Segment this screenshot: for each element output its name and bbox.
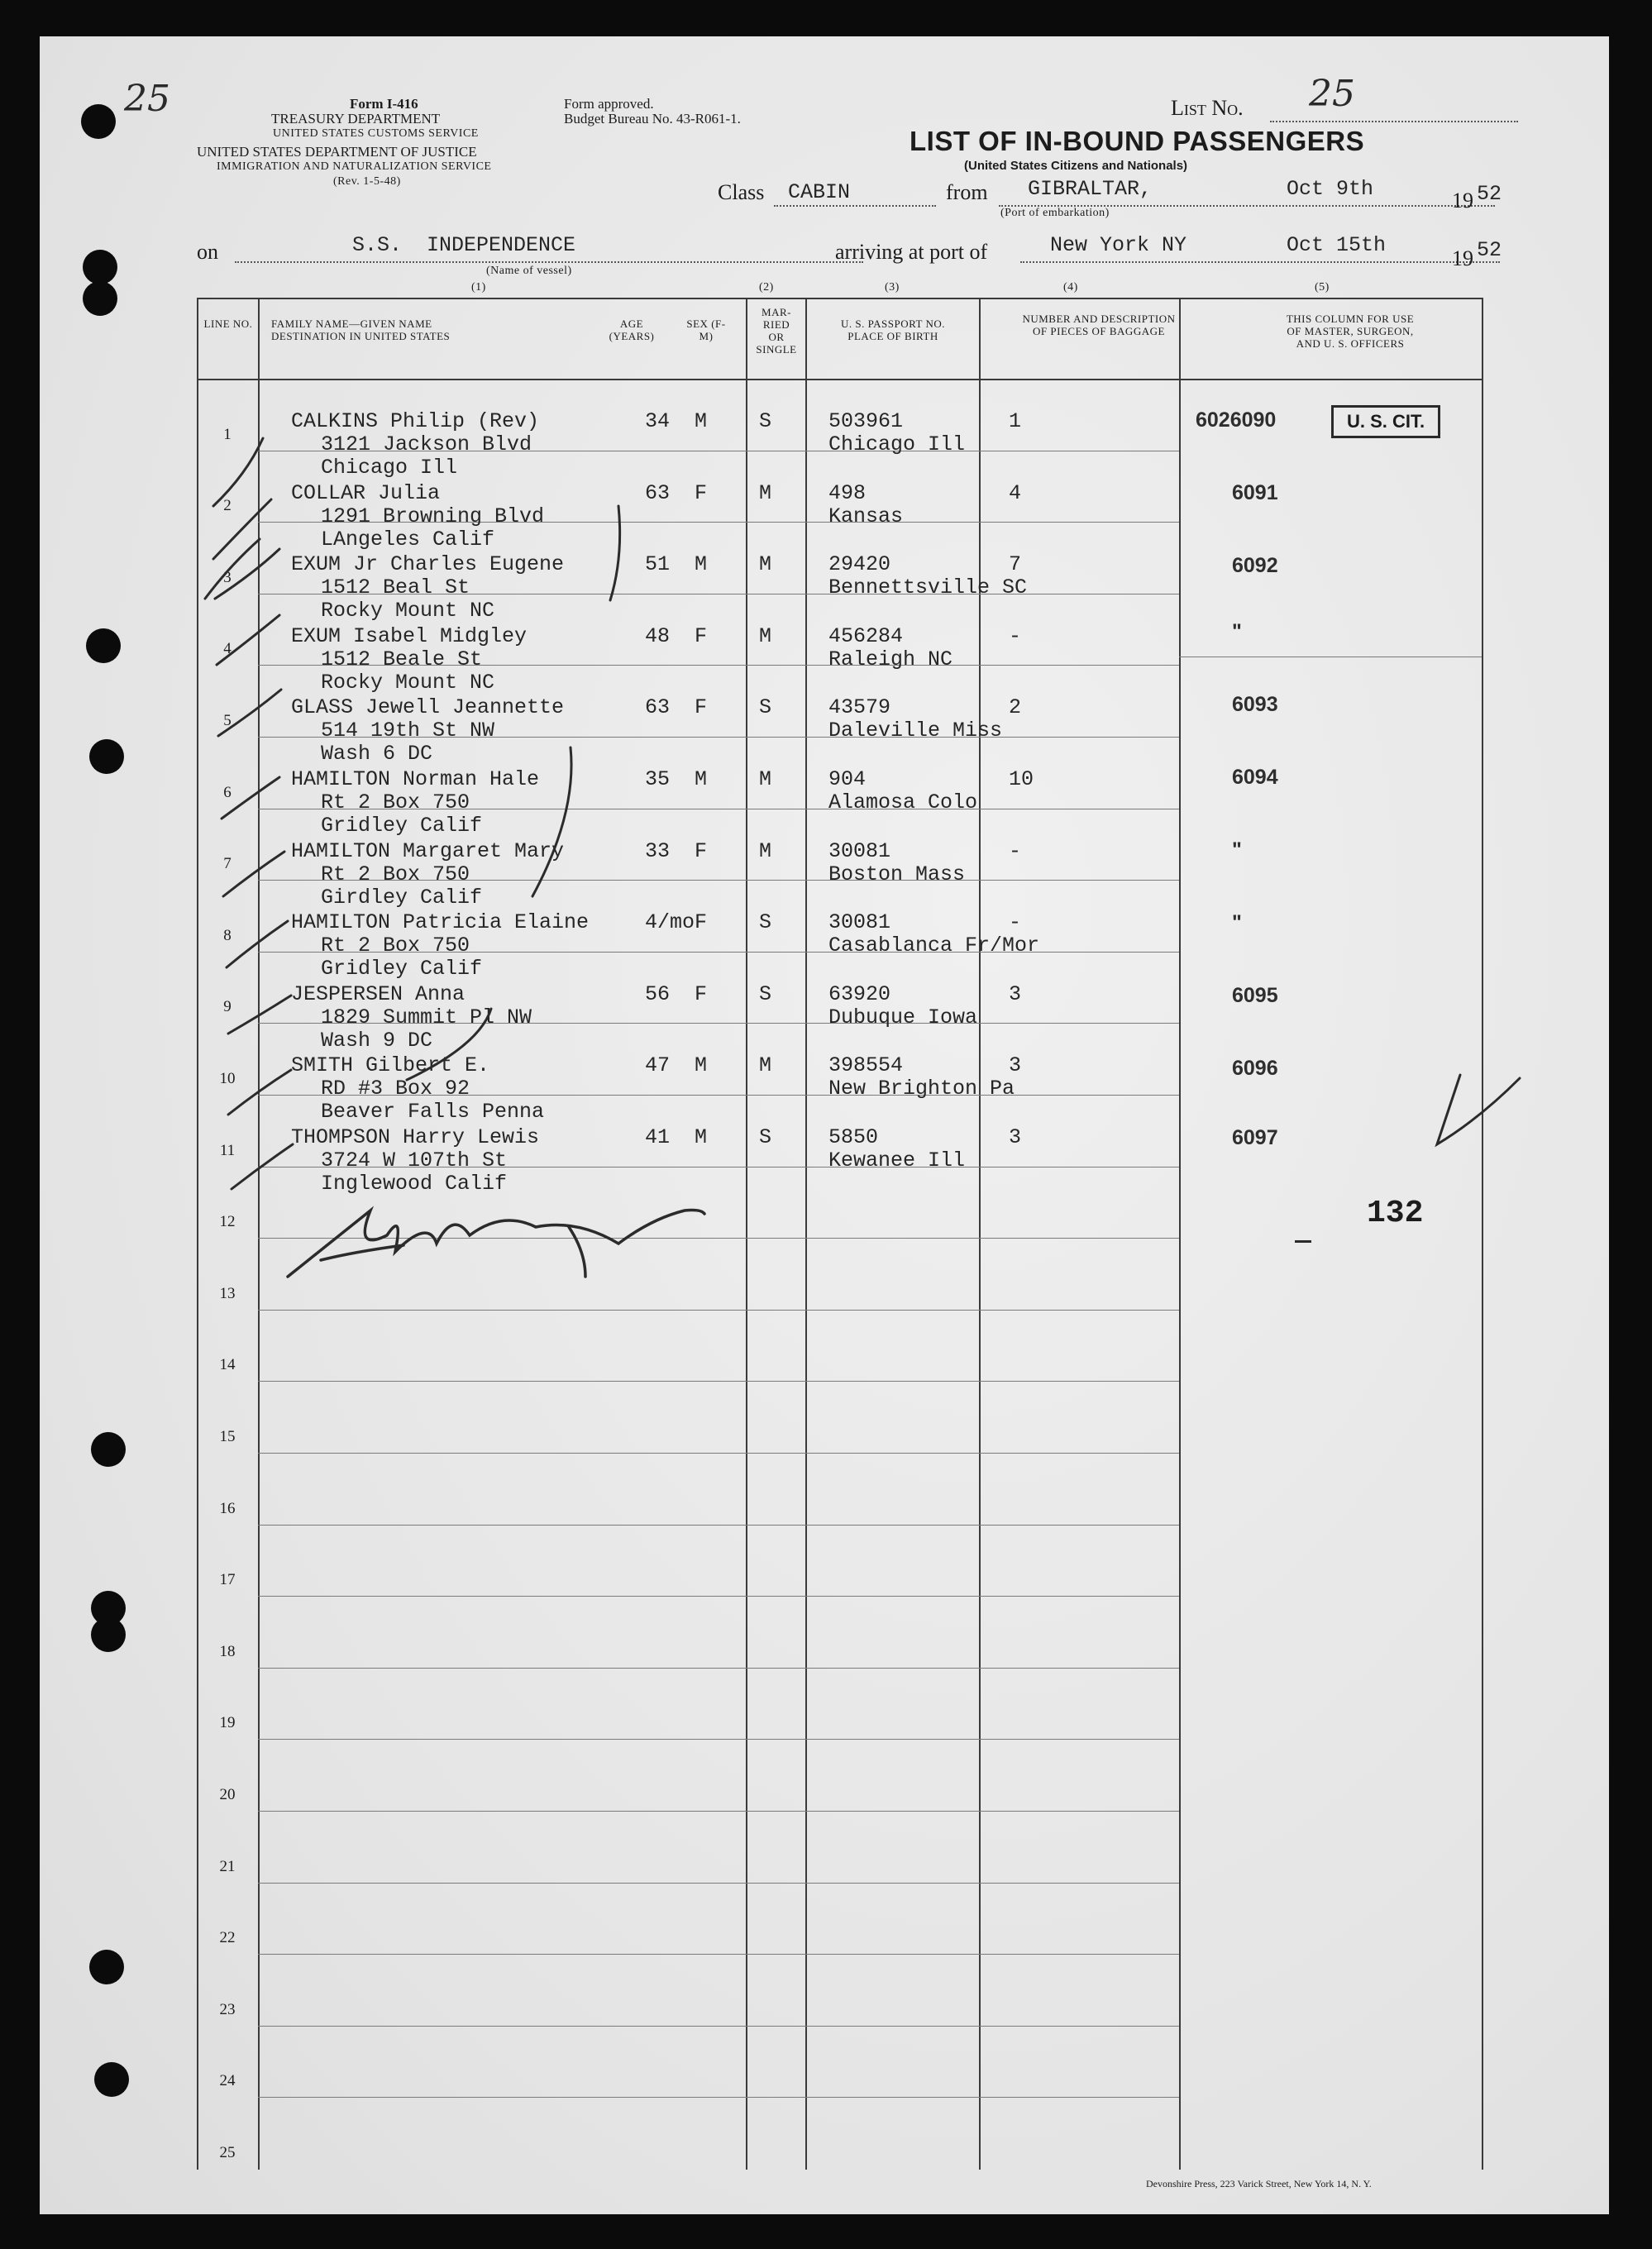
passenger-city: Wash 9 DC bbox=[321, 1028, 433, 1053]
departure-year-prefix: 19 bbox=[1452, 189, 1473, 212]
passenger-address: 1291 Browning Blvd bbox=[321, 504, 545, 528]
line-number: 2 bbox=[223, 497, 232, 515]
passenger-address: RD #3 Box 92 bbox=[321, 1077, 470, 1101]
passenger-sex: F bbox=[695, 838, 708, 863]
passenger-name: GLASS Jewell Jeannette bbox=[291, 695, 565, 720]
line-number: 7 bbox=[223, 855, 232, 873]
handwritten-marks bbox=[40, 36, 1609, 2214]
class-label: Class bbox=[718, 180, 765, 204]
arrival-date: Oct 15th bbox=[1287, 233, 1387, 257]
manifest-page bbox=[40, 36, 1609, 2214]
line-number: 18 bbox=[219, 1642, 236, 1660]
passenger-marital: M bbox=[759, 838, 772, 863]
passport-number: 498 bbox=[828, 480, 867, 505]
col-number-1: (1) bbox=[471, 281, 486, 294]
bracket-mark bbox=[1437, 1075, 1520, 1144]
line-number: 15 bbox=[219, 1428, 236, 1445]
line-number: 11 bbox=[219, 1141, 236, 1159]
passenger-city: Rocky Mount NC bbox=[321, 670, 495, 695]
baggage-count: - bbox=[1009, 623, 1022, 648]
line-number: 12 bbox=[219, 1213, 236, 1231]
baggage-count: - bbox=[1009, 910, 1022, 935]
line-number: 5 bbox=[223, 712, 232, 729]
passenger-city: Gridley Calif bbox=[321, 957, 483, 981]
passenger-age: 33 bbox=[645, 838, 671, 863]
printer-imprint: Devonshire Press, 223 Varick Street, New York 14, N. Y. bbox=[1146, 2178, 1372, 2189]
line-number: 3 bbox=[223, 568, 232, 586]
check-mark bbox=[228, 996, 291, 1034]
passenger-age: 63 bbox=[645, 695, 671, 720]
passport-number: 398554 bbox=[828, 1053, 904, 1078]
passenger-name: HAMILTON Margaret Mary bbox=[291, 838, 565, 863]
passenger-sex: M bbox=[695, 1125, 708, 1149]
col-header-name: FAMILY NAME—GIVEN NAME DESTINATION IN UNITED STATES bbox=[271, 318, 451, 342]
us-citizen-stamp: U. S. CIT. bbox=[1331, 405, 1440, 438]
line-number: 9 bbox=[223, 998, 232, 1016]
passenger-city: Beaver Falls Penna bbox=[321, 1100, 545, 1124]
line-number: 22 bbox=[219, 1929, 236, 1947]
page-subtitle: (United States Citizens and Nationals) bbox=[964, 159, 1188, 173]
baggage-count: 4 bbox=[1009, 480, 1022, 505]
ins-service: IMMIGRATION AND NATURALIZATION SERVICE bbox=[217, 160, 492, 173]
place-of-birth: Kewanee Ill bbox=[828, 1148, 966, 1172]
col-header-married: MAR- RIED OR SINGLE bbox=[756, 306, 797, 356]
place-of-birth: Casablanca Fr/Mor bbox=[828, 934, 1040, 958]
passenger-city: LAngeles Calif bbox=[321, 527, 495, 552]
passenger-address: 1512 Beal St bbox=[321, 575, 470, 600]
passenger-city: Inglewood Calif bbox=[321, 1172, 508, 1196]
treasury-dept: TREASURY DEPARTMENT bbox=[271, 111, 441, 127]
passenger-age: 51 bbox=[645, 552, 671, 577]
passenger-sex: M bbox=[695, 409, 708, 433]
passenger-sex: M bbox=[695, 552, 708, 577]
baggage-count: 3 bbox=[1009, 1053, 1022, 1078]
customs-service: UNITED STATES CUSTOMS SERVICE bbox=[273, 127, 479, 140]
check-mark bbox=[205, 539, 260, 599]
passenger-age: 34 bbox=[645, 409, 671, 433]
passenger-address: Rt 2 Box 750 bbox=[321, 934, 470, 958]
line-number: 23 bbox=[219, 2000, 236, 2018]
passenger-age: 41 bbox=[645, 1125, 671, 1149]
passport-number: 5850 bbox=[828, 1125, 879, 1149]
passenger-age: 56 bbox=[645, 981, 671, 1006]
arrival-port: New York NY bbox=[1050, 233, 1187, 257]
passenger-name: EXUM Jr Charles Eugene bbox=[291, 552, 565, 577]
bracket-mark bbox=[610, 506, 620, 600]
line-number: 24 bbox=[219, 2072, 236, 2090]
place-of-birth: Dubuque Iowa bbox=[828, 1005, 978, 1029]
baggage-count: 7 bbox=[1009, 552, 1022, 577]
officer-number: " bbox=[1232, 911, 1242, 934]
baggage-count: - bbox=[1009, 838, 1022, 863]
col-header-officers: THIS COLUMN FOR USE OF MASTER, SURGEON, AND U. S. OFFICERS bbox=[1286, 313, 1415, 350]
baggage-count: 10 bbox=[1009, 767, 1034, 791]
passenger-name: SMITH Gilbert E. bbox=[291, 1053, 490, 1078]
place-of-birth: Alamosa Colo bbox=[828, 790, 978, 814]
budget-bureau: Budget Bureau No. 43-R061-1. bbox=[564, 111, 741, 127]
arriving-label: arriving at port of bbox=[835, 240, 988, 264]
passenger-sex: M bbox=[695, 1053, 708, 1078]
line-number: 16 bbox=[219, 1499, 236, 1517]
line-number: 25 bbox=[219, 2144, 236, 2161]
passenger-city: Rocky Mount NC bbox=[321, 599, 495, 623]
form-number: Form I-416 bbox=[350, 96, 418, 112]
col-header-passport: U. S. PASSPORT NO. PLACE OF BIRTH bbox=[841, 318, 945, 342]
passenger-marital: S bbox=[759, 1125, 772, 1149]
passenger-marital: M bbox=[759, 1053, 772, 1078]
passenger-name: EXUM Isabel Midgley bbox=[291, 623, 528, 648]
passenger-address: 3724 W 107th St bbox=[321, 1148, 508, 1172]
check-mark bbox=[218, 690, 281, 736]
revision: (Rev. 1-5-48) bbox=[333, 175, 401, 188]
line-number: 8 bbox=[223, 926, 232, 944]
bracket-mark bbox=[407, 1009, 491, 1080]
arrival-year-prefix: 19 bbox=[1452, 246, 1473, 270]
place-of-birth: Raleigh NC bbox=[828, 647, 953, 671]
line-number: 20 bbox=[219, 1786, 236, 1803]
line-number: 19 bbox=[219, 1714, 236, 1732]
from-label: from bbox=[946, 180, 988, 204]
bracket-mark bbox=[532, 747, 571, 896]
line-number: 6 bbox=[223, 783, 232, 801]
line-number: 21 bbox=[219, 1857, 236, 1875]
passenger-address: 3121 Jackson Blvd bbox=[321, 432, 532, 456]
officer-number: 6097 bbox=[1232, 1126, 1278, 1149]
departure-date: Oct 9th bbox=[1287, 177, 1374, 201]
officer-number: " bbox=[1232, 620, 1242, 643]
line-number: 14 bbox=[219, 1356, 236, 1374]
arrival-year: 52 bbox=[1477, 238, 1502, 262]
passenger-sex: F bbox=[695, 623, 708, 648]
baggage-count: 2 bbox=[1009, 695, 1022, 720]
col-number-2: (2) bbox=[759, 281, 774, 294]
passport-number: 29420 bbox=[828, 552, 891, 577]
line-number: 17 bbox=[219, 1571, 236, 1589]
passenger-city: Chicago Ill bbox=[321, 456, 458, 480]
page-title: LIST OF IN-BOUND PASSENGERS bbox=[910, 126, 1365, 156]
port-embarkation-caption: (Port of embarkation) bbox=[1000, 207, 1110, 219]
col-header-line-no: LINE NO. bbox=[203, 318, 253, 330]
passenger-name: THOMPSON Harry Lewis bbox=[291, 1125, 540, 1149]
form-approved: Form approved. bbox=[564, 96, 654, 112]
place-of-birth: Daleville Miss bbox=[828, 719, 1003, 743]
baggage-count: 3 bbox=[1009, 981, 1022, 1006]
check-mark bbox=[217, 615, 279, 665]
passenger-name: CALKINS Philip (Rev) bbox=[291, 409, 540, 433]
passenger-sex: F bbox=[695, 981, 708, 1006]
passenger-city: Gridley Calif bbox=[321, 814, 483, 838]
passenger-marital: M bbox=[759, 552, 772, 577]
passenger-sex: F bbox=[695, 910, 708, 935]
line-number: 1 bbox=[223, 425, 232, 443]
class-value: CABIN bbox=[788, 180, 851, 204]
passport-number: 904 bbox=[828, 767, 867, 791]
check-mark bbox=[213, 438, 263, 506]
check-mark bbox=[213, 499, 271, 559]
passenger-city: Wash 6 DC bbox=[321, 742, 433, 766]
passenger-total: 132 bbox=[1367, 1196, 1424, 1231]
passenger-name: JESPERSEN Anna bbox=[291, 981, 466, 1006]
passport-number: 63920 bbox=[828, 981, 891, 1006]
officer-number: 6095 bbox=[1232, 984, 1278, 1007]
list-no-value: 25 bbox=[1309, 73, 1355, 115]
place-of-birth: Chicago Ill bbox=[828, 432, 966, 456]
check-mark bbox=[232, 1144, 293, 1189]
passport-number: 456284 bbox=[828, 623, 904, 648]
col-header-sex: SEX (F-M) bbox=[686, 318, 726, 342]
passport-number: 503961 bbox=[828, 409, 904, 433]
passenger-marital: M bbox=[759, 767, 772, 791]
place-of-birth: Bennettsville SC bbox=[828, 575, 1028, 600]
line-number: 4 bbox=[223, 640, 232, 658]
passenger-marital: S bbox=[759, 409, 772, 433]
officer-number: 6093 bbox=[1232, 693, 1278, 716]
passport-number: 30081 bbox=[828, 838, 891, 863]
passenger-sex: F bbox=[695, 695, 708, 720]
officer-number: 6092 bbox=[1232, 554, 1278, 577]
passenger-age: 4/mo bbox=[645, 910, 695, 935]
list-no-label: List No. bbox=[1171, 96, 1244, 120]
vessel-caption: (Name of vessel) bbox=[486, 265, 572, 277]
passenger-age: 47 bbox=[645, 1053, 671, 1078]
passport-number: 30081 bbox=[828, 910, 891, 935]
col-number-3: (3) bbox=[885, 281, 900, 294]
passport-number: 43579 bbox=[828, 695, 891, 720]
place-of-birth: Boston Mass bbox=[828, 862, 966, 886]
passenger-address: 1512 Beale St bbox=[321, 647, 483, 671]
passenger-marital: M bbox=[759, 480, 772, 505]
passenger-address: 1829 Summit Pl NW bbox=[321, 1005, 532, 1029]
passenger-age: 35 bbox=[645, 767, 671, 791]
col-header-age: AGE (YEARS) bbox=[609, 318, 655, 342]
on-label: on bbox=[197, 240, 218, 264]
passenger-marital: M bbox=[759, 623, 772, 648]
check-mark bbox=[227, 921, 288, 967]
passenger-marital: S bbox=[759, 695, 772, 720]
officer-number: 6094 bbox=[1232, 766, 1278, 789]
passenger-name: HAMILTON Patricia Elaine bbox=[291, 910, 590, 935]
check-mark bbox=[222, 777, 279, 819]
col-number-4: (4) bbox=[1063, 281, 1078, 294]
passenger-age: 63 bbox=[645, 480, 671, 505]
passenger-sex: F bbox=[695, 480, 708, 505]
passenger-marital: S bbox=[759, 910, 772, 935]
officer-number: 6026090 bbox=[1196, 408, 1277, 432]
officer-number: " bbox=[1232, 838, 1242, 862]
check-mark bbox=[223, 852, 284, 896]
line-number: 13 bbox=[219, 1284, 236, 1302]
check-mark bbox=[228, 1070, 291, 1115]
passenger-city: Girdley Calif bbox=[321, 885, 483, 910]
officer-signature bbox=[288, 1210, 704, 1277]
officer-number: 6096 bbox=[1232, 1057, 1278, 1080]
place-of-birth: New Brighton Pa bbox=[828, 1077, 1015, 1101]
col-header-baggage: NUMBER AND DESCRIPTION OF PIECES OF BAGGAGE bbox=[1022, 313, 1176, 337]
officer-number: 6091 bbox=[1232, 481, 1278, 504]
passenger-age: 48 bbox=[645, 623, 671, 648]
passenger-marital: S bbox=[759, 981, 772, 1006]
baggage-count: 3 bbox=[1009, 1125, 1022, 1149]
corner-mark: 25 bbox=[124, 78, 170, 120]
place-of-birth: Kansas bbox=[828, 504, 904, 528]
passenger-name: COLLAR Julia bbox=[291, 480, 441, 505]
passenger-name: HAMILTON Norman Hale bbox=[291, 767, 540, 791]
embarkation-port: GIBRALTAR, bbox=[1028, 177, 1153, 201]
passenger-address: 514 19th St NW bbox=[321, 719, 495, 743]
passenger-sex: M bbox=[695, 767, 708, 791]
col-number-5: (5) bbox=[1315, 281, 1330, 294]
baggage-count: 1 bbox=[1009, 409, 1022, 433]
passenger-address: Rt 2 Box 750 bbox=[321, 862, 470, 886]
line-number: 10 bbox=[219, 1070, 236, 1087]
vessel-name: S.S. INDEPENDENCE bbox=[352, 233, 576, 257]
departure-year: 52 bbox=[1477, 182, 1502, 206]
passenger-address: Rt 2 Box 750 bbox=[321, 790, 470, 814]
justice-dept: UNITED STATES DEPARTMENT OF JUSTICE bbox=[197, 144, 477, 160]
